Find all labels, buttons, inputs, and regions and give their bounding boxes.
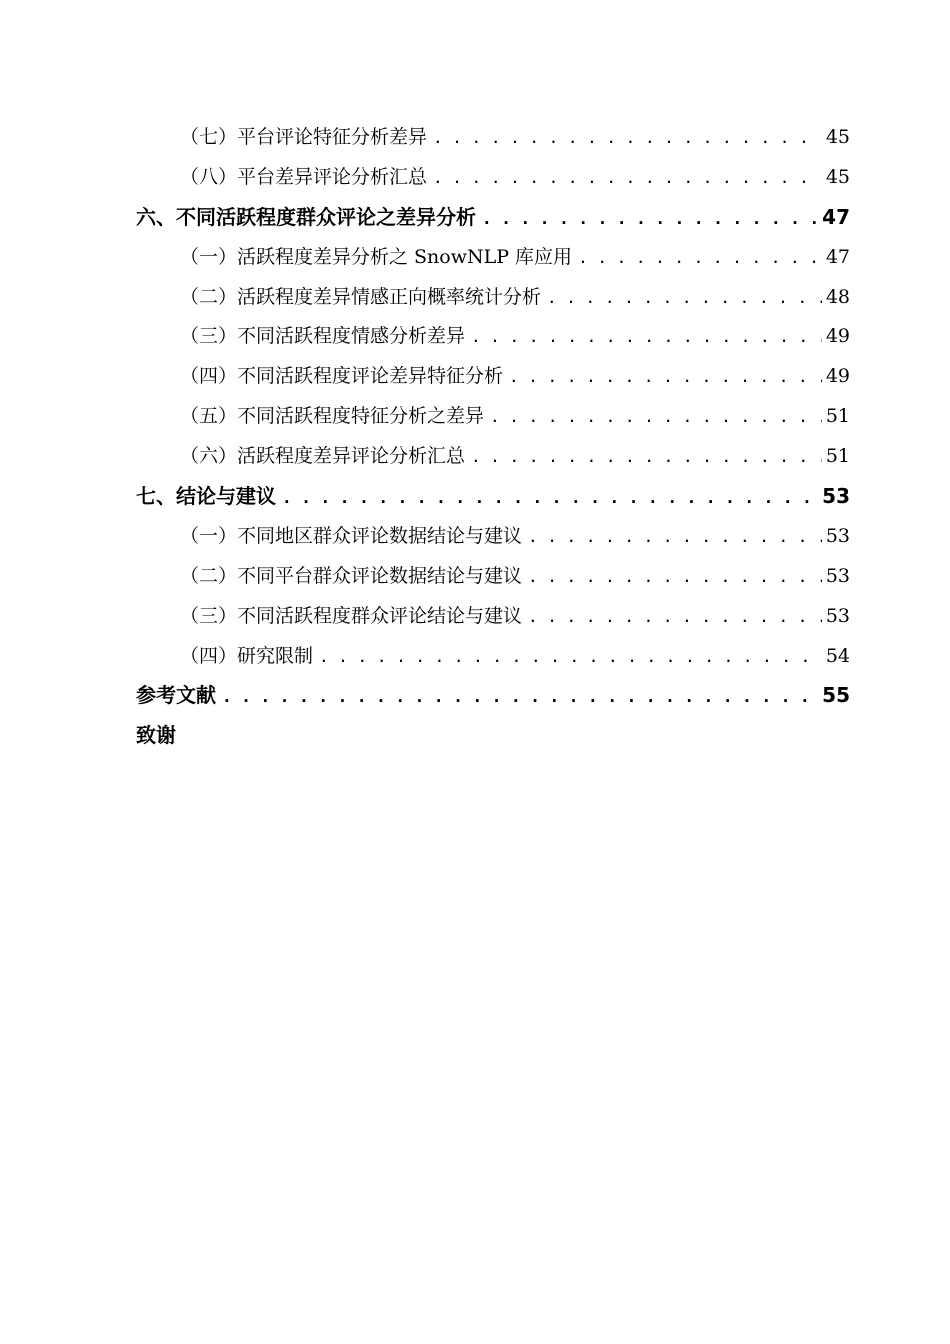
toc-entry[interactable] (0, 357, 850, 397)
toc-entry[interactable] (0, 317, 850, 357)
toc-entry-title: （六）活跃程度差异评论分析汇总 (180, 445, 466, 468)
toc-entry-page: 49 (825, 325, 850, 348)
toc-dot-leader (282, 478, 818, 518)
toc-entry-title: （四）不同活跃程度评论差异特征分析 (180, 365, 504, 388)
toc-chapter-page: 53 (822, 484, 850, 509)
toc-dot-leader (222, 677, 818, 717)
toc-entry-page: 53 (825, 604, 850, 627)
toc-entry-page: 53 (825, 564, 850, 587)
toc-entry-title: （八）平台差异评论分析汇总 (180, 165, 428, 188)
toc-dot-leader (509, 357, 822, 397)
toc-entry-page: 48 (825, 285, 850, 308)
toc-chapter-page: 55 (822, 683, 850, 708)
toc-entry-title: （二）不同平台群众评论数据结论与建议 (180, 564, 523, 587)
toc-entry[interactable] (0, 437, 850, 477)
toc-chapter[interactable] (0, 477, 850, 517)
toc-dot-leader (490, 397, 822, 437)
toc-entry-page: 49 (825, 365, 850, 388)
toc-chapter-title: 六、不同活跃程度群众评论之差异分析 (136, 204, 476, 229)
toc-entry[interactable] (0, 397, 850, 437)
toc-entry-title: （二）活跃程度差异情感正向概率统计分析 (180, 285, 542, 308)
toc-entry-title: （五）不同活跃程度特征分析之差异 (180, 405, 485, 428)
toc-entry-page: 45 (825, 126, 850, 148)
toc-entry[interactable] (0, 278, 850, 318)
toc-dot-leader (471, 437, 822, 477)
toc-dot-leader (319, 637, 822, 677)
toc-entry-page: 51 (825, 405, 850, 428)
toc-entry-page: 45 (825, 165, 850, 188)
toc-entry[interactable] (0, 158, 850, 198)
toc-entry-page: 54 (825, 644, 850, 667)
toc-entry-page: 47 (825, 245, 850, 268)
toc-entry[interactable] (0, 238, 850, 278)
toc-entry[interactable] (0, 637, 850, 677)
toc-entry-title: （七）平台评论特征分析差异 (180, 126, 428, 148)
toc-chapter-title: 七、结论与建议 (136, 484, 276, 509)
toc-entry-title: （三）不同活跃程度情感分析差异 (180, 325, 466, 348)
toc-entry-title: （四）研究限制 (180, 644, 314, 667)
toc-entry[interactable] (0, 517, 850, 557)
toc-chapter-page: 47 (822, 204, 850, 229)
toc-entry-title: （一）不同地区群众评论数据结论与建议 (180, 524, 523, 547)
toc-dot-leader (433, 158, 822, 198)
toc-dot-leader (471, 317, 822, 357)
toc-entry[interactable] (0, 118, 850, 158)
toc-dot-leader (528, 557, 822, 597)
toc-chapter-title: 致谢 (136, 723, 176, 748)
toc-entry[interactable] (0, 597, 850, 637)
toc-entry-page: 53 (825, 524, 850, 547)
toc-dot-leader (433, 118, 822, 158)
toc-entry[interactable] (0, 557, 850, 597)
toc-entry-page: 51 (825, 445, 850, 468)
toc-dot-leader (578, 238, 822, 278)
toc-dot-leader (482, 199, 818, 239)
toc-chapter[interactable] (0, 716, 850, 756)
toc-dot-leader (528, 517, 822, 557)
toc-chapter[interactable] (0, 198, 850, 238)
toc-dot-leader (528, 597, 822, 637)
toc-chapter-title: 参考文献 (136, 683, 216, 708)
toc-dot-leader (547, 278, 822, 318)
table-of-contents (0, 118, 950, 756)
toc-entry-title: （一）活跃程度差异分析之 SnowNLP 库应用 (180, 245, 573, 268)
toc-entry-title: （三）不同活跃程度群众评论结论与建议 (180, 604, 523, 627)
toc-chapter[interactable] (0, 676, 850, 716)
